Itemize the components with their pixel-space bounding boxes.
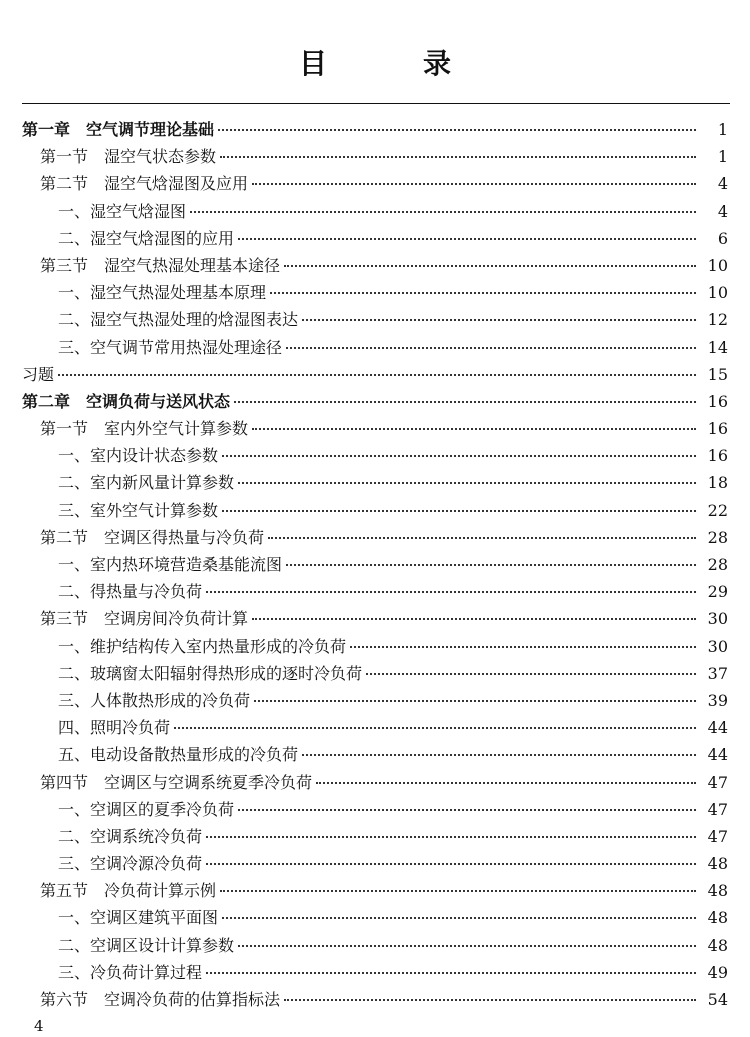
- dot-leader: [350, 646, 696, 648]
- toc-entry-title: 第五节 冷负荷计算示例: [40, 881, 217, 901]
- dot-leader: [238, 482, 696, 484]
- dot-leader: [58, 374, 696, 376]
- dot-leader: [174, 727, 696, 729]
- toc-entry-sub[interactable]: [0, 334, 750, 361]
- dot-leader: [222, 917, 696, 919]
- toc-entry-title: 三、空调冷源冷负荷: [58, 854, 203, 874]
- toc-entry-title: 三、空气调节常用热湿处理途径: [58, 337, 283, 357]
- toc-entry-page: 12: [707, 310, 728, 330]
- toc-entry-page: 29: [707, 582, 728, 602]
- toc-entry-page: 37: [707, 663, 728, 683]
- dot-leader: [286, 347, 696, 349]
- toc-entry-page: 1: [717, 120, 728, 139]
- title-rule: [22, 103, 730, 104]
- toc-entry-title: 四、照明冷负荷: [58, 718, 171, 738]
- toc-entry-sub[interactable]: [0, 578, 750, 605]
- dot-leader: [238, 238, 696, 240]
- toc-entry-sub[interactable]: [0, 660, 750, 687]
- toc-entry-page: 6: [717, 228, 728, 248]
- toc-entry-section[interactable]: [0, 986, 750, 1013]
- dot-leader: [302, 319, 696, 321]
- toc-entry-page: 48: [707, 854, 728, 874]
- dot-leader: [254, 700, 696, 702]
- toc-entry-page: 4: [717, 201, 728, 221]
- toc-entry-title: 一、湿空气热湿处理基本原理: [58, 283, 267, 303]
- toc-entry-title: 第一节 室内外空气计算参数: [40, 419, 249, 439]
- toc-entry-page: 16: [707, 391, 728, 411]
- toc-entry-page: 47: [707, 826, 728, 846]
- toc-entry-page: 47: [707, 772, 728, 792]
- dot-leader: [218, 129, 696, 131]
- dot-leader: [366, 673, 696, 675]
- dot-leader: [302, 754, 696, 756]
- dot-leader: [190, 211, 696, 213]
- toc-entry-title: 三、冷负荷计算过程: [58, 962, 203, 982]
- toc-entry-page: 44: [707, 718, 728, 738]
- page-title: 目 录: [298, 47, 485, 80]
- toc-entry-sub[interactable]: [0, 741, 750, 768]
- toc-entry-page: 48: [707, 881, 728, 901]
- dot-leader: [222, 510, 696, 512]
- dot-leader: [252, 618, 696, 620]
- toc-entry-title: 第二节 湿空气焓湿图及应用: [40, 174, 249, 194]
- toc-entry-title: 五、电动设备散热量形成的冷负荷: [58, 745, 299, 765]
- toc-entry-title: 一、空调区建筑平面图: [58, 908, 219, 928]
- toc-entry-page: 30: [707, 636, 728, 656]
- toc-entry-sub[interactable]: [0, 497, 750, 524]
- toc-entry-page: 47: [707, 799, 728, 819]
- toc-entry-page: 44: [707, 745, 728, 765]
- toc-entry-sub[interactable]: [0, 225, 750, 252]
- dot-leader: [252, 183, 696, 185]
- toc-entry-title: 第一节 湿空气状态参数: [40, 147, 217, 167]
- dot-leader: [284, 999, 696, 1001]
- toc-entry-page: 16: [707, 419, 728, 439]
- dot-leader: [316, 782, 696, 784]
- toc-entry-sub[interactable]: [0, 850, 750, 877]
- toc-entry-page: 48: [707, 908, 728, 928]
- dot-leader: [206, 972, 696, 974]
- table-of-contents: [0, 116, 750, 1013]
- dot-leader: [234, 401, 696, 403]
- dot-leader: [206, 836, 696, 838]
- toc-entry-sub[interactable]: [0, 932, 750, 959]
- toc-entry-title: 二、湿空气热湿处理的焓湿图表达: [58, 310, 299, 330]
- toc-entry-page: 28: [707, 527, 728, 547]
- toc-entry-sub[interactable]: [0, 633, 750, 660]
- toc-entry-sub[interactable]: [0, 469, 750, 496]
- toc-entry-title: 第一章 空气调节理论基础: [22, 120, 215, 139]
- dot-leader: [270, 292, 696, 294]
- toc-entry-title: 一、空调区的夏季冷负荷: [58, 799, 235, 819]
- toc-entry-chapter[interactable]: [0, 388, 750, 415]
- toc-entry-sub[interactable]: [0, 442, 750, 469]
- toc-entry-page: 1: [717, 147, 728, 167]
- toc-entry-title: 二、得热量与冷负荷: [58, 582, 203, 602]
- toc-entry-section[interactable]: [0, 877, 750, 904]
- toc-entry-section[interactable]: [0, 252, 750, 279]
- toc-entry-page: 54: [707, 990, 728, 1009]
- toc-entry-page: 15: [707, 364, 728, 384]
- toc-entry-title: 第三节 空调房间冷负荷计算: [40, 609, 249, 629]
- toc-entry-title: 三、人体散热形成的冷负荷: [58, 690, 251, 710]
- toc-entry-title: 二、玻璃窗太阳辐射得热形成的逐时冷负荷: [58, 663, 363, 683]
- toc-entry-sub[interactable]: [0, 959, 750, 986]
- toc-entry-title: 第二章 空调负荷与送风状态: [22, 391, 231, 411]
- toc-entry-sub[interactable]: [0, 823, 750, 850]
- toc-entry-title: 二、湿空气焓湿图的应用: [58, 228, 235, 248]
- dot-leader: [220, 890, 696, 892]
- dot-leader: [284, 265, 696, 267]
- toc-entry-page: 18: [707, 473, 728, 493]
- toc-entry-title: 一、室内设计状态参数: [58, 446, 219, 466]
- toc-entry-section[interactable]: [0, 143, 750, 170]
- toc-entry-title: 第六节 空调冷负荷的估算指标法: [40, 990, 281, 1009]
- dot-leader: [206, 591, 696, 593]
- toc-entry-page: 16: [707, 446, 728, 466]
- toc-entry-section[interactable]: [0, 415, 750, 442]
- toc-entry-section[interactable]: [0, 170, 750, 197]
- toc-entry-title: 第二节 空调区得热量与冷负荷: [40, 527, 265, 547]
- toc-entry-sub[interactable]: [0, 306, 750, 333]
- toc-entry-misc[interactable]: [0, 361, 750, 388]
- toc-entry-title: 三、室外空气计算参数: [58, 500, 219, 520]
- toc-entry-sub[interactable]: [0, 714, 750, 741]
- dot-leader: [238, 809, 696, 811]
- toc-entry-chapter[interactable]: [0, 116, 750, 143]
- dot-leader: [206, 863, 696, 865]
- toc-entry-title: 一、湿空气焓湿图: [58, 201, 187, 221]
- toc-entry-sub[interactable]: [0, 198, 750, 225]
- toc-entry-page: 10: [707, 255, 728, 275]
- toc-entry-sub[interactable]: [0, 279, 750, 306]
- toc-entry-sub[interactable]: [0, 904, 750, 931]
- toc-entry-title: 二、室内新风量计算参数: [58, 473, 235, 493]
- dot-leader: [268, 537, 696, 539]
- dot-leader: [286, 564, 696, 566]
- toc-entry-page: 30: [707, 609, 728, 629]
- toc-entry-page: 48: [707, 935, 728, 955]
- dot-leader: [220, 156, 696, 158]
- dot-leader: [238, 945, 696, 947]
- toc-entry-page: 14: [707, 337, 728, 357]
- toc-entry-title: 一、维护结构传入室内热量形成的冷负荷: [58, 636, 347, 656]
- toc-entry-page: 28: [707, 555, 728, 574]
- toc-entry-title: 习题: [22, 364, 55, 384]
- toc-entry-page: 39: [707, 690, 728, 710]
- toc-entry-page: 22: [707, 500, 728, 520]
- toc-entry-page: 4: [717, 174, 728, 194]
- dot-leader: [222, 455, 696, 457]
- toc-entry-page: 49: [707, 962, 728, 982]
- toc-entry-title: 二、空调系统冷负荷: [58, 826, 203, 846]
- toc-entry-section[interactable]: [0, 524, 750, 551]
- toc-entry-title: 一、室内热环境营造桑基能流图: [58, 555, 283, 574]
- toc-entry-section[interactable]: [0, 605, 750, 632]
- toc-entry-section[interactable]: [0, 769, 750, 796]
- toc-entry-title: 第四节 空调区与空调系统夏季冷负荷: [40, 772, 313, 792]
- dot-leader: [252, 428, 696, 430]
- toc-entry-title: 二、空调区设计计算参数: [58, 935, 235, 955]
- toc-entry-page: 10: [707, 283, 728, 303]
- toc-entry-sub[interactable]: [0, 796, 750, 823]
- toc-entry-sub[interactable]: [0, 551, 750, 578]
- toc-entry-sub[interactable]: [0, 687, 750, 714]
- toc-entry-title: 第三节 湿空气热湿处理基本途径: [40, 255, 281, 275]
- page-number: 4: [34, 1017, 44, 1035]
